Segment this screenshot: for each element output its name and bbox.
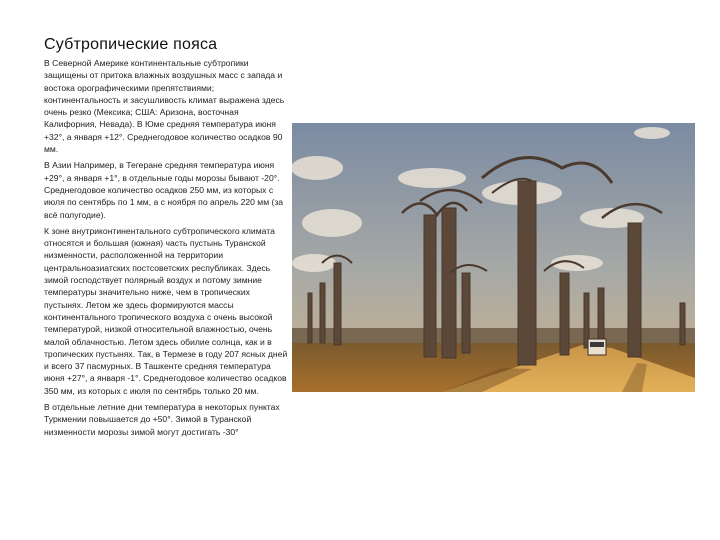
slide-title: Субтропические пояса	[44, 36, 218, 53]
paragraph-north-america: В Северной Америке континентальные субтропики защищены от притока влажных воздушных масс с запада и востока орографическими препятствиями; континентальность и засушливость климат выражена здесь очень резко (Мексика; США: Аризона, восточная Калифорния, Невада). В Юме средняя температура июня +32°, а января +12°. Среднегодовое количество осадков 90 мм.	[44, 58, 285, 155]
paragraph-asia: В Азии Например, в Тегеране средняя температура июня +29°, а января +1°, в отдельные годы морозы бывают -20°. Среднегодовое количество осадков 250 мм, из которых с июля по сентябрь по 1 мм, а с ноября по апрель 220 мм (за всё полугодие).	[44, 160, 284, 220]
paragraph-turan-lowland: К зоне внутриконтинентального субтропического климата относятся и большая (южная) часть пустынь Туранской низменности, расположенной на территории центральноазиатских постсоветских республиках. Здесь зимой господствует полярный воздух и потому зимние температуры значительно ниже, чем в тропических пустынях. Летом же здесь формируются массы континентального тропического воздуха с очень высокой температурой, низкой относительной влажностью, очень малой облачностью. Летом здесь обилие солнца, как и в тропических пустынях. Так, в Термезе в году 207 ясных дней и всего 37 пасмурных. В Ташкенте средняя температура июня +27°, а января -1°. Среднегодовое количество осадков 350 мм, из которых с июля по сентябрь только 20 мм.	[44, 225, 288, 396]
baobab-avenue-photo	[292, 123, 695, 392]
baobab-illustration	[292, 123, 695, 392]
paragraph-turkmenistan: В отдельные летние дни температура в некоторых пунктах Туркмении повышается до +50°. Зимой в Туранской низменности морозы зимой могут достигать -30°	[44, 402, 280, 437]
body-text	[44, 57, 288, 442]
